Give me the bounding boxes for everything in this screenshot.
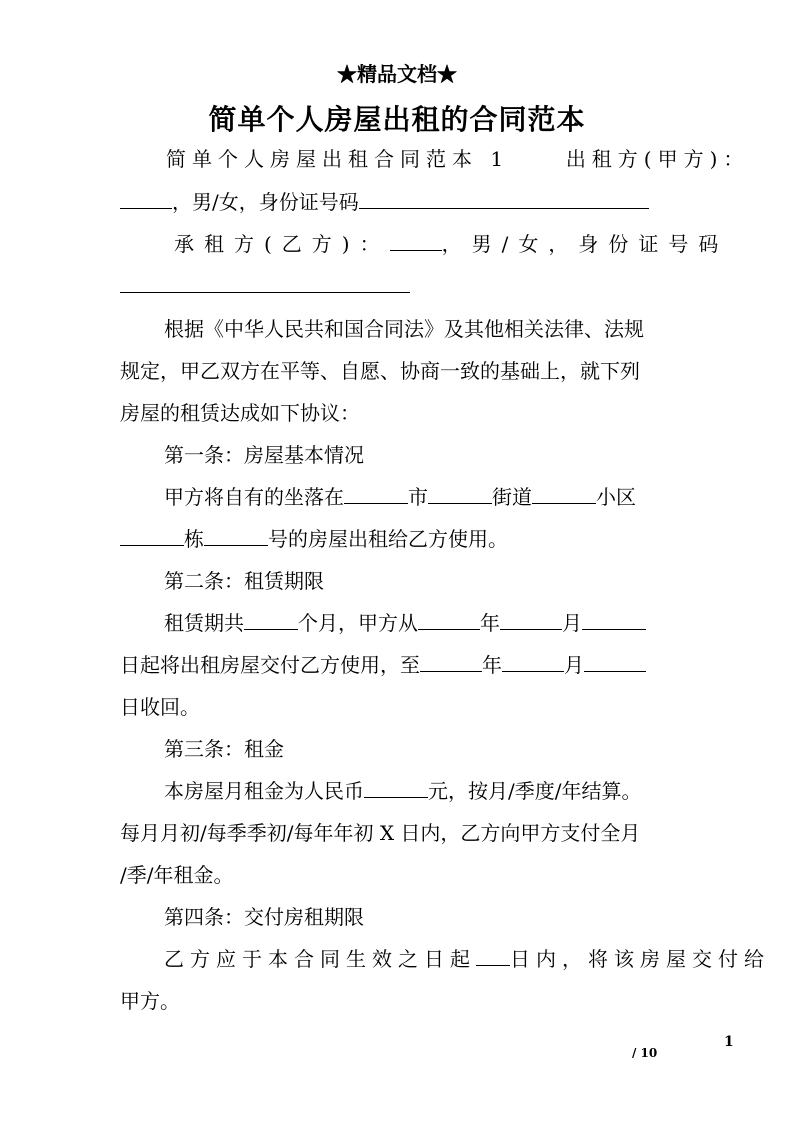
article-2-line-1 <box>164 613 646 633</box>
lessor-label: 出租方(甲方)： <box>565 147 750 171</box>
lessee-name-blank[interactable] <box>390 234 442 251</box>
city-label: 市 <box>408 485 428 509</box>
months-blank[interactable] <box>244 613 298 630</box>
preamble-line-1: 根据《中华人民共和国合同法》及其他相关法律、法规 <box>164 317 644 341</box>
month-label-2: 月 <box>564 653 584 677</box>
article-2-heading: 第二条：租赁期限 <box>164 569 324 593</box>
intro-line-1 <box>166 149 749 169</box>
start-year-blank[interactable] <box>418 613 480 630</box>
lessor-gender-id-label: ，男/女，身份证号码 <box>172 190 359 214</box>
article-1-line-2 <box>120 529 508 549</box>
page-total: / 10 <box>632 1046 658 1060</box>
delivery-label: 日起将出租房屋交付乙方使用，至 <box>120 653 420 677</box>
document-header: ★精品文档★ <box>337 62 457 86</box>
city-blank[interactable] <box>344 487 408 504</box>
lessor-id-blank[interactable] <box>359 192 649 209</box>
intro-line-2 <box>120 192 649 212</box>
room-blank[interactable] <box>204 529 268 546</box>
intro-line-3 <box>174 234 728 254</box>
article-1-text: 甲方将自有的坐落在 <box>164 485 344 509</box>
article-4-line-2: 甲方。 <box>120 989 180 1013</box>
rent-amount-blank[interactable] <box>364 781 428 798</box>
street-label: 街道 <box>492 485 532 509</box>
building-label: 栋 <box>184 527 204 551</box>
year-label: 年 <box>480 611 500 635</box>
start-month-blank[interactable] <box>500 613 562 630</box>
community-label: 小区 <box>596 485 636 509</box>
building-blank[interactable] <box>120 529 184 546</box>
end-day-blank[interactable] <box>584 655 646 672</box>
intro-line-4 <box>120 276 410 296</box>
lessee-id-blank[interactable] <box>120 276 410 293</box>
street-blank[interactable] <box>428 487 492 504</box>
months-label: 个月，甲方从 <box>298 611 418 635</box>
lessee-label: 承租方(乙方)： <box>174 232 390 256</box>
contract-name: 简单个人房屋出租合同范本 1 <box>166 147 510 171</box>
article-1-heading: 第一条：房屋基本情况 <box>164 443 364 467</box>
room-label: 号的房屋出租给乙方使用。 <box>268 527 508 551</box>
delivery-term-label: 乙方应于本合同生效之日起 <box>164 947 476 971</box>
article-1-line-1 <box>164 487 636 507</box>
document-title: 简单个人房屋出租的合同范本 <box>208 103 586 136</box>
preamble-line-2: 规定，甲乙双方在平等、自愿、协商一致的基础上，就下列 <box>120 359 640 383</box>
article-2-line-2 <box>120 655 646 675</box>
article-3-line-2: 每月月初/每季季初/每年年初 X 日内，乙方向甲方支付全月 <box>120 821 641 845</box>
community-blank[interactable] <box>532 487 596 504</box>
lessee-gender-id-label: ，男/女，身份证号码 <box>441 232 729 256</box>
year-label-2: 年 <box>482 653 502 677</box>
article-3-heading: 第三条：租金 <box>164 737 284 761</box>
rent-settlement-label: 元，按月/季度/年结算。 <box>428 779 642 803</box>
preamble-line-3: 房屋的租赁达成如下协议： <box>120 401 360 425</box>
lease-term-label: 租赁期共 <box>164 611 244 635</box>
article-2-line-3: 日收回。 <box>120 695 200 719</box>
article-3-line-1 <box>164 781 641 801</box>
delivery-term-suffix: 日内，将该房屋交付给 <box>510 947 770 971</box>
start-day-blank[interactable] <box>582 613 646 630</box>
article-4-line-1 <box>164 949 770 969</box>
page-number: 1 <box>724 1034 734 1050</box>
article-3-line-3: /季/年租金。 <box>120 863 234 887</box>
days-blank[interactable] <box>476 949 510 966</box>
end-month-blank[interactable] <box>502 655 564 672</box>
article-4-heading: 第四条：交付房租期限 <box>164 905 364 929</box>
rent-label: 本房屋月租金为人民币 <box>164 779 364 803</box>
lessor-name-blank[interactable] <box>120 192 172 209</box>
end-year-blank[interactable] <box>420 655 482 672</box>
month-label: 月 <box>562 611 582 635</box>
